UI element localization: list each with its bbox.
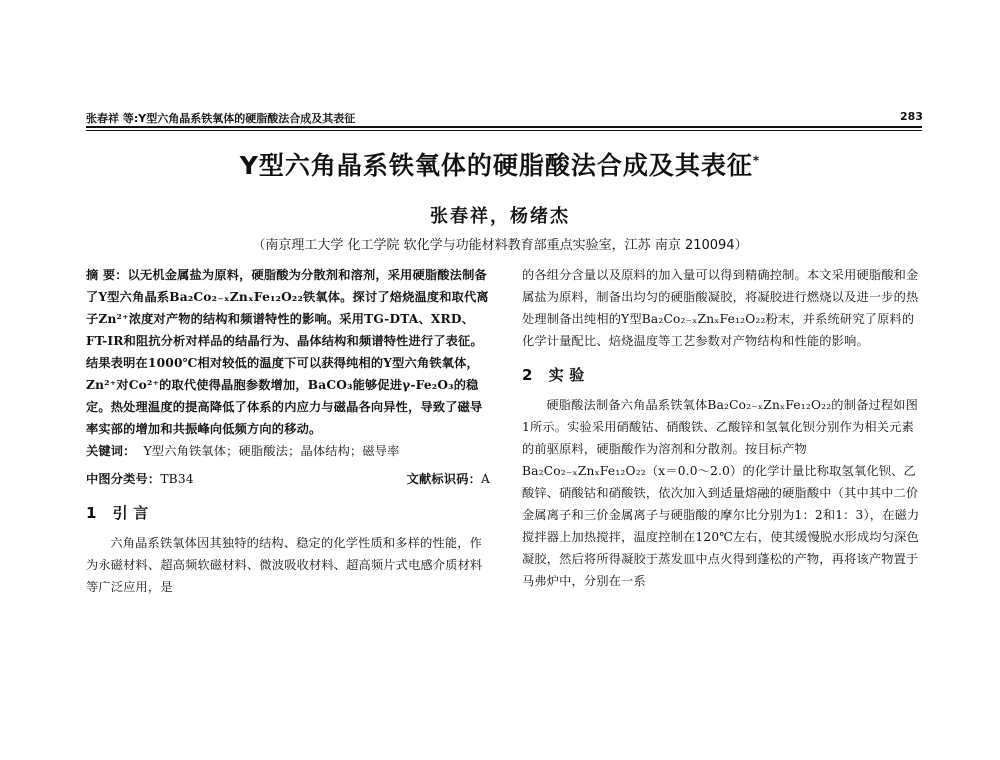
classification-line <box>86 468 490 490</box>
paper-title-text: Y型六角晶系铁氧体的硬脂酸法合成及其表征 <box>239 151 753 180</box>
header-rule <box>86 126 922 128</box>
keywords-label: 关键词： <box>86 444 136 458</box>
title-footnote-mark: * <box>752 153 761 168</box>
section-1-heading <box>86 502 490 524</box>
section-1-title: 引 言 <box>112 504 149 522</box>
doc-code-label: 文献标识码： <box>406 472 481 486</box>
paper-title <box>0 146 1000 182</box>
abstract-label: 摘 要： <box>86 268 128 282</box>
section-1-text: 六角晶系铁氧体因其独特的结构、稳定的化学性质和多样的性能，作为永磁材料、超高频软磁材料、微波吸收材料、超高频片式电感介质材料等广泛应用，是 <box>86 536 483 594</box>
page-number: 283 <box>900 110 923 123</box>
keywords-text: Y型六角铁氧体；硬脂酸法；晶体结构；磁导率 <box>143 444 400 458</box>
doc-code-value: A <box>480 472 490 486</box>
header-rule-thin <box>86 130 922 131</box>
clc-value: TB34 <box>160 472 194 486</box>
keywords <box>86 440 490 462</box>
running-head: 张春祥 等:Y型六角晶系铁氧体的硬脂酸法合成及其表征 <box>86 112 356 125</box>
authors: 张春祥，杨绪杰 <box>430 206 570 227</box>
abstract-text: 以无机金属盐为原料，硬脂酸为分散剂和溶剂，采用硬脂酸法制备了Y型六角晶系Ba₂Co₂₋ₓZnₓFe₁₂O₂₂铁氧体。探讨了焙烧温度和取代离子Zn²⁺浓度对产物的结构和频谱特性的影响。采用TG-DTA、XRD、FT-IR和阻抗分析对样品的结晶行为、晶体结构和频谱特性进行了表征。结果表明在1000℃相对较低的温度下可以获得纯相的Y型六角铁氧体，Zn²⁺对Co²⁺的取代使得晶胞参数增加，BaCO₃能够促进γ-Fe₂O₃的稳定。热处理温度的提高降低了体系的内应力与磁晶各向异性，导致了磁导率实部的增加和共振峰向低频方向的移动。 <box>86 268 489 436</box>
section-2-heading <box>522 364 924 386</box>
left-column <box>86 264 490 598</box>
section-2-number: 2 <box>522 366 533 384</box>
intro-continued-text: 的各组分含量以及原料的加入量可以得到精确控制。本文采用硬脂酸和金属盐为原料，制备出均匀的硬脂酸凝胶，将凝胶进行燃烧以及进一步的热处理制备出纯相的Y型Ba₂Co₂₋ₓZnₓFe₁₂O₂₂粉末，并系统研究了原料的化学计量配比、焙烧温度等工艺参数对产物结构和性能的影响。 <box>522 268 919 348</box>
section-2-text: 硬脂酸法制备六角晶系铁氧体Ba₂Co₂₋ₓZnₓFe₁₂O₂₂的制备过程如图1所示。实验采用硝酸钴、硝酸铁、乙酸锌和氢氧化钡分别作为相关元素的前驱原料，硬脂酸作为溶剂和分散剂。按目标产物Ba₂Co₂₋ₓZnₓFe₁₂O₂₂（x＝0.0～2.0）的化学计量比称取氢氧化钡、乙酸锌、硝酸钴和硝酸铁，依次加入到适量熔融的硬脂酸中（其中其中二价金属离子和三价金属离子与硬脂酸的摩尔比分别为1：2和1：3），在磁力搅拌器上加热搅拌，温度控制在120℃左右，使其缓慢脱水形成均匀深色凝胶，然后将所得凝胶于蒸发皿中点火得到蓬松的产物，再将该产物置于马弗炉中，分别在一系 <box>522 398 920 588</box>
right-column <box>522 264 924 592</box>
clc-label: 中图分类号： <box>86 472 161 486</box>
affiliation: （南京理工大学 化工学院 软化学与功能材料教育部重点实验室，江苏 南京 210094） <box>252 238 748 253</box>
section-1-number: 1 <box>86 504 97 522</box>
abstract <box>86 264 490 440</box>
section-2-title: 实 验 <box>548 366 585 384</box>
